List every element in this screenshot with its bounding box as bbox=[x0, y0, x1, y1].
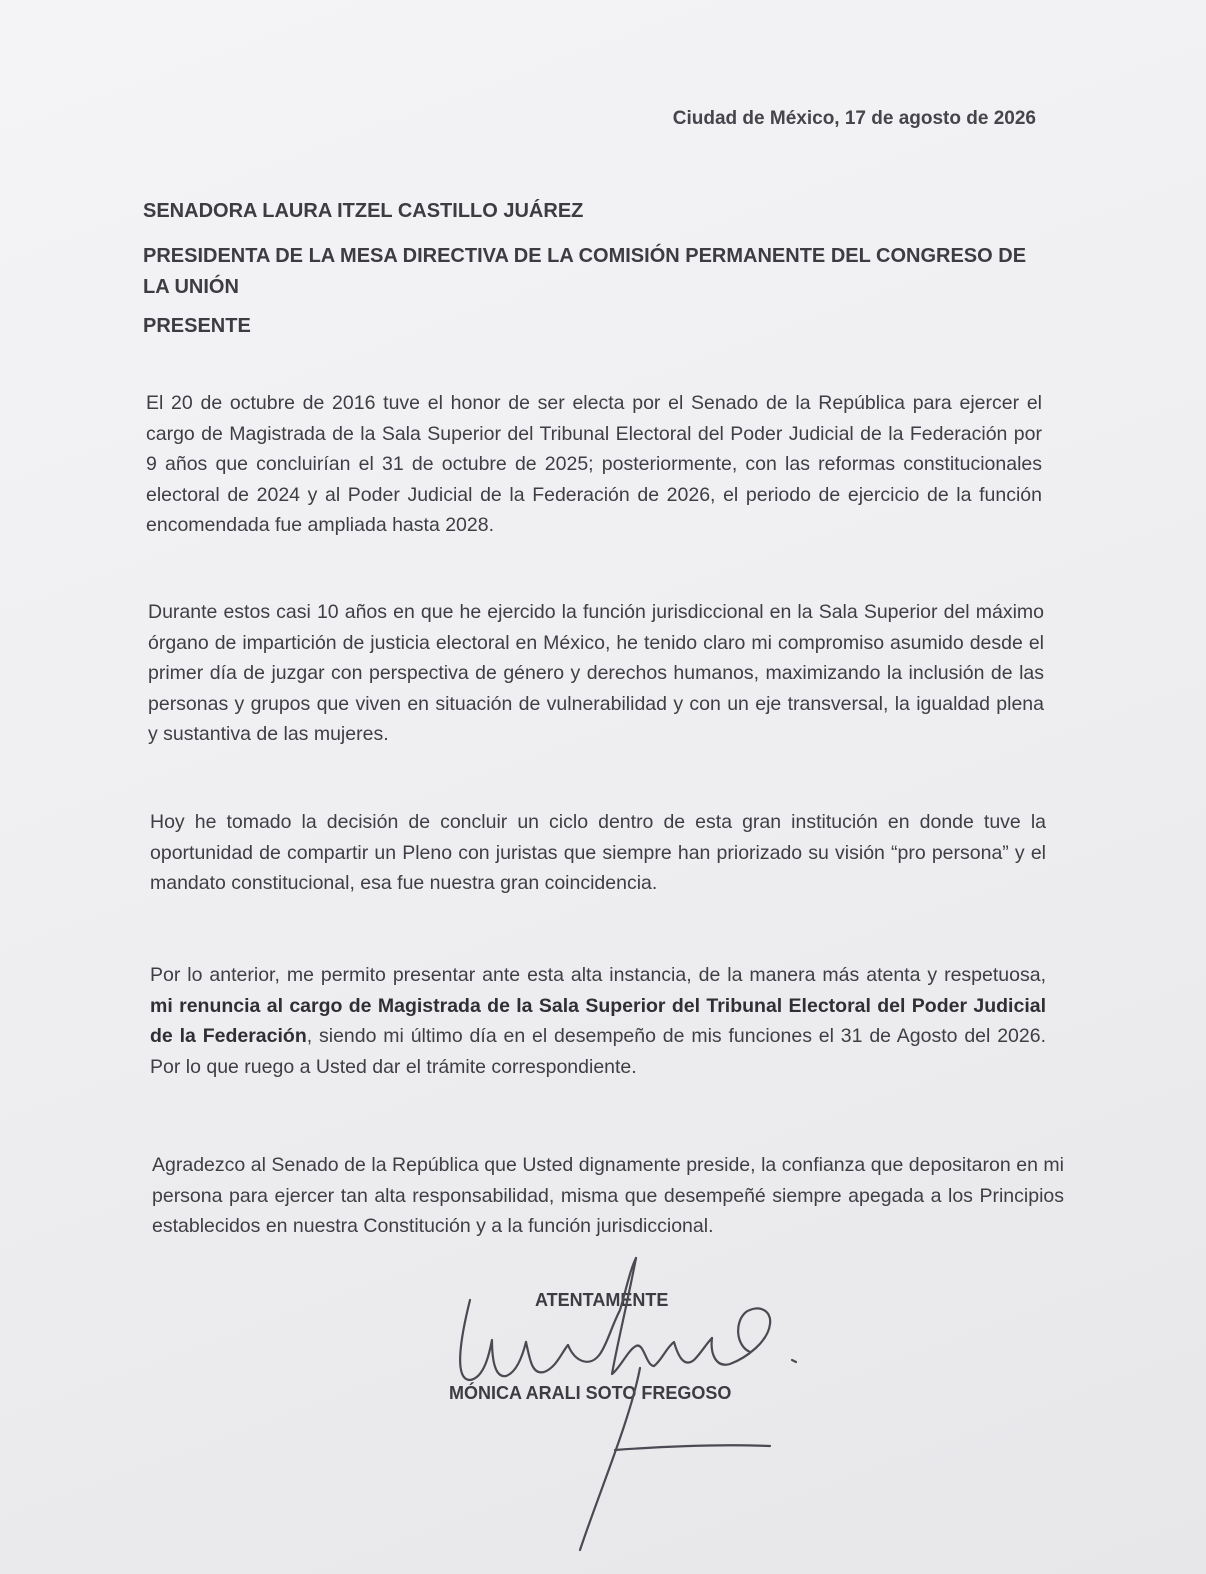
paragraph-3: Hoy he tomado la decisión de concluir un ciclo dentro de esta gran institución en donde tuve la oportunidad de compartir un Pleno con juristas que siempre han priorizado su visión “pro persona” y el mandato constitucional, esa fue nuestra gran coincidencia. bbox=[150, 811, 1046, 894]
paragraph-4 bbox=[150, 960, 1046, 1082]
paragraph-5: Agradezco al Senado de la República que Usted dignamente preside, la confianza que depositaron en mi persona para ejercer tan alta responsabilidad, misma que desempeñé siempre apegada a los Principios establecidos en nuestra Constitución y a la función jurisdiccional. bbox=[152, 1154, 1064, 1237]
signer-name: MÓNICA ARALI SOTO FREGOSO bbox=[449, 1383, 732, 1403]
greeting: PRESENTE bbox=[143, 315, 251, 337]
addressee-role: PRESIDENTA DE LA MESA DIRECTIVA DE LA COMISIÓN PERMANENTE DEL CONGRESO DE LA UNIÓN bbox=[143, 245, 1027, 298]
paragraph-2: Durante estos casi 10 años en que he ejercido la función jurisdiccional en la Sala Superior del máximo órgano de impartición de justicia electoral en México, he tenido claro mi compromiso asumido desde el primer día de juzgar con perspectiva de género y derechos humanos, maximizando la inclusión de las personas y grupos que viven en situación de vulnerabilidad y con un eje transversal, la igualdad plena y sustantiva de las mujeres. bbox=[148, 601, 1044, 745]
addressee-name: SENADORA LAURA ITZEL CASTILLO JUÁREZ bbox=[143, 200, 584, 222]
closing-salutation: ATENTAMENTE bbox=[535, 1290, 669, 1310]
paragraph-4-resignation: mi renuncia al cargo de Magistrada de la Sala Superior del Tribunal Electoral del Poder Judicial de la Federación bbox=[150, 994, 1046, 1047]
place-date: Ciudad de México, 17 de agosto de 2026 bbox=[672, 108, 1036, 129]
paragraph-1: El 20 de octubre de 2016 tuve el honor de ser electa por el Senado de la República para ejercer el cargo de Magistrada de la Sala Superior del Tribunal Electoral del Poder Judicial de la Federación por 9 años que concluirían el 31 de octubre de 2025; posteriormente, con las reformas constitucionales electoral de 2024 y al Poder Judicial de la Federación de 2026, el periodo de ejercicio de la función encomendada fue ampliada hasta 2028. bbox=[146, 392, 1042, 536]
addressee-block bbox=[143, 200, 1043, 338]
paragraph-4-rest: , siendo mi último día en el desempeño de mis funciones el 31 de Agosto del 2026. Por lo que ruego a Usted dar el trámite correspondiente. bbox=[150, 1025, 1046, 1078]
paragraph-4-intro: Por lo anterior, me permito presentar ante esta alta instancia, de la manera más atenta y respetuosa, bbox=[150, 964, 1046, 986]
